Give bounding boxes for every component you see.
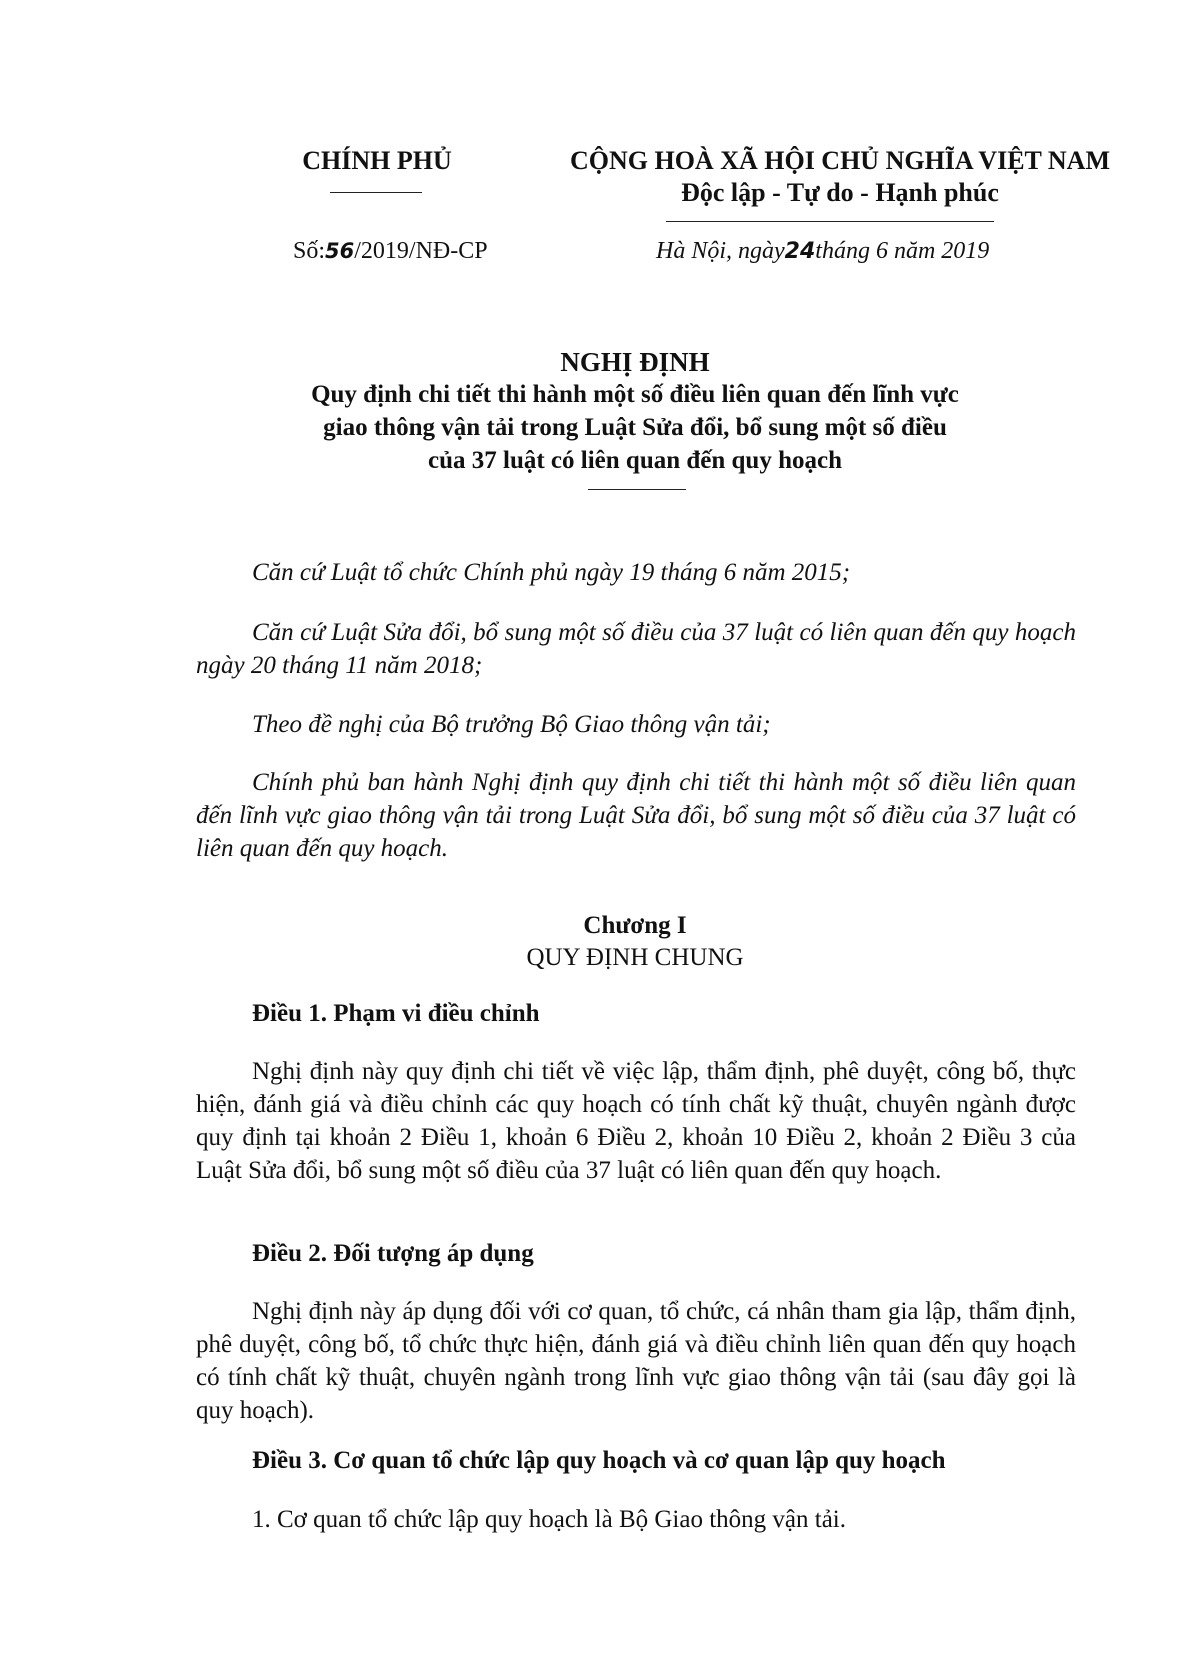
- article-3-heading: Điều 3. Cơ quan tổ chức lập quy hoạch và cơ quan lập quy hoạch: [252, 1447, 946, 1474]
- header-right-rule: [666, 221, 994, 222]
- article-1-heading: Điều 1. Phạm vi điều chỉnh: [252, 1000, 540, 1027]
- date-suffix: tháng 6 năm 2019: [815, 238, 990, 264]
- title-line-2: giao thông vận tải trong Luật Sửa đổi, bổ sung một số điều: [323, 414, 947, 441]
- basis-paragraph-4: Chính phủ ban hành Nghị định quy định chi tiết thi hành một số điều liên quan đến lĩnh vực giao thông vận tải trong Luật Sửa đổi, bổ sung một số điều của 37 luật có liên quan đến quy hoạch.: [196, 769, 1076, 862]
- date-prefix: Hà Nội, ngày: [656, 238, 785, 264]
- document-type: NGHỊ ĐỊNH: [560, 347, 710, 377]
- article-2-heading: Điều 2. Đối tượng áp dụng: [252, 1240, 534, 1267]
- date-handwritten: 24: [784, 239, 816, 264]
- title-line-1: Quy định chi tiết thi hành một số điều liên quan đến lĩnh vực: [311, 381, 959, 408]
- document-date: [656, 238, 989, 265]
- article-2-body: Nghị định này áp dụng đối với cơ quan, tổ chức, cá nhân tham gia lập, thẩm định, phê duyệt, công bố, tổ chức thực hiện, đánh giá và điều chỉnh liên quan đến quy hoạch có tính chất kỹ thuật, chuyên ngành trong lĩnh vực giao thông vận tải (sau đây gọi là quy hoạch).: [196, 1298, 1076, 1424]
- article-3-body: 1. Cơ quan tổ chức lập quy hoạch là Bộ Giao thông vận tải.: [252, 1506, 847, 1533]
- basis-paragraph-3: Theo đề nghị của Bộ trưởng Bộ Giao thông vận tải;: [252, 711, 771, 738]
- issuing-organization: CHÍNH PHỦ: [302, 146, 452, 175]
- basis-paragraph-1: Căn cứ Luật tổ chức Chính phủ ngày 19 tháng 6 năm 2015;: [252, 559, 851, 586]
- number-prefix: Số:: [293, 238, 326, 264]
- article-1-body: Nghị định này quy định chi tiết về việc lập, thẩm định, phê duyệt, công bố, thực hiện, đánh giá và điều chỉnh các quy hoạch có tính chất kỹ thuật, chuyên ngành được quy định tại khoản 2 Điều 1, khoản 6 Điều 2, khoản 10 Điều 2, khoản 2 Điều 3 của Luật Sửa đổi, bổ sung một số điều của 37 luật có liên quan đến quy hoạch.: [196, 1058, 1076, 1184]
- title-line-3: của 37 luật có liên quan đến quy hoạch: [428, 447, 842, 474]
- chapter-number: Chương I: [583, 912, 687, 939]
- number-suffix: /2019/NĐ-CP: [354, 238, 488, 264]
- national-title: CỘNG HOÀ XÃ HỘI CHỦ NGHĨA VIỆT NAM: [569, 146, 1111, 175]
- document-number: [293, 238, 488, 265]
- national-motto: Độc lập - Tự do - Hạnh phúc: [681, 178, 999, 207]
- title-rule: [588, 489, 686, 490]
- number-handwritten: 56: [325, 239, 355, 263]
- basis-paragraph-2: Căn cứ Luật Sửa đổi, bổ sung một số điều của 37 luật có liên quan đến quy hoạch ngày 20 tháng 11 năm 2018;: [196, 619, 1076, 679]
- header-left-rule: [330, 192, 422, 193]
- chapter-name: QUY ĐỊNH CHUNG: [526, 944, 744, 971]
